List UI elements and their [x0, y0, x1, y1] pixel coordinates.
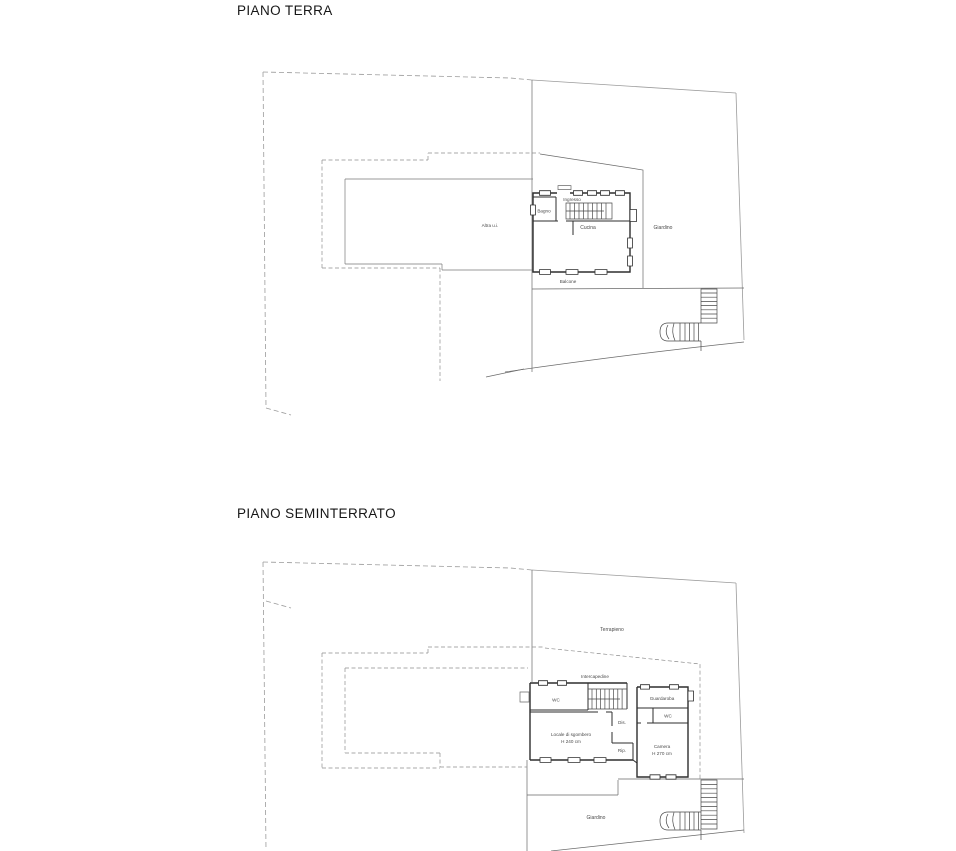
- external-stairs-winder-flight: [660, 323, 701, 351]
- site-boundary-top-right: [532, 80, 736, 93]
- external-stairs-vertical-flight: [701, 289, 717, 323]
- adjacent-unit-outer-outline: [322, 647, 545, 768]
- lower-path-curve-2: [486, 369, 524, 377]
- site-boundary-right: [736, 93, 744, 340]
- site-boundary-top-right: [532, 570, 736, 583]
- label-rip: Rip.: [617, 748, 627, 753]
- site-boundary-left: [263, 562, 291, 850]
- title-piano-seminterrato: PIANO SEMINTERRATO: [237, 506, 396, 521]
- label-wc-left: WC: [552, 697, 560, 703]
- label-ingresso: Ingresso: [563, 197, 581, 202]
- building-outer-walls: [533, 193, 630, 272]
- lower-path-curve: [505, 342, 744, 372]
- external-stairs-vertical-flight: [701, 780, 717, 829]
- label-terrapieno: Terrapieno: [600, 627, 624, 633]
- label-cucina: Cucina: [580, 225, 596, 231]
- adjacent-unit-outer-outline: [322, 153, 540, 268]
- piano-terra-plan: [263, 72, 744, 415]
- site-boundary-top-dashed: [263, 562, 532, 570]
- label-locale-height: H 240 cm: [561, 739, 581, 744]
- label-giardino: Giardino: [586, 815, 606, 821]
- label-balcone: Balcone: [559, 279, 577, 284]
- label-camera: Camera: [653, 744, 671, 749]
- site-boundary-right: [736, 583, 744, 833]
- label-locale: Locale di sgombero: [550, 732, 592, 737]
- label-camera-height: H 270 cm: [652, 751, 672, 756]
- interior-staircase: [566, 203, 612, 219]
- yard-retaining-walls: [527, 779, 744, 795]
- label-guardaroba: Guardaroba: [649, 696, 675, 701]
- lower-path-curve: [551, 830, 744, 851]
- label-giardino: Giardino: [653, 225, 673, 231]
- interior-staircase: [588, 689, 627, 709]
- title-piano-terra: PIANO TERRA: [237, 3, 333, 18]
- entry-canopy-symbol: [558, 186, 571, 190]
- label-bagno: Bagno: [537, 208, 551, 214]
- light-well: [520, 692, 529, 702]
- entry-door-opening: [557, 191, 570, 194]
- external-stairs-winder-flight: [660, 812, 701, 840]
- label-dis: Dis.: [618, 720, 626, 725]
- site-boundary-left: [263, 72, 291, 415]
- label-wc-right: WC: [664, 713, 672, 719]
- site-boundary-top-dashed: [263, 72, 532, 80]
- label-altra-ui: Altra u.i.: [481, 223, 499, 228]
- adjacent-unit-inner-outline: [345, 179, 533, 270]
- piano-seminterrato-plan: [263, 562, 744, 851]
- label-intercapedine: Intercapedine: [581, 674, 609, 679]
- adjacent-unit-inner-outline: [345, 668, 528, 767]
